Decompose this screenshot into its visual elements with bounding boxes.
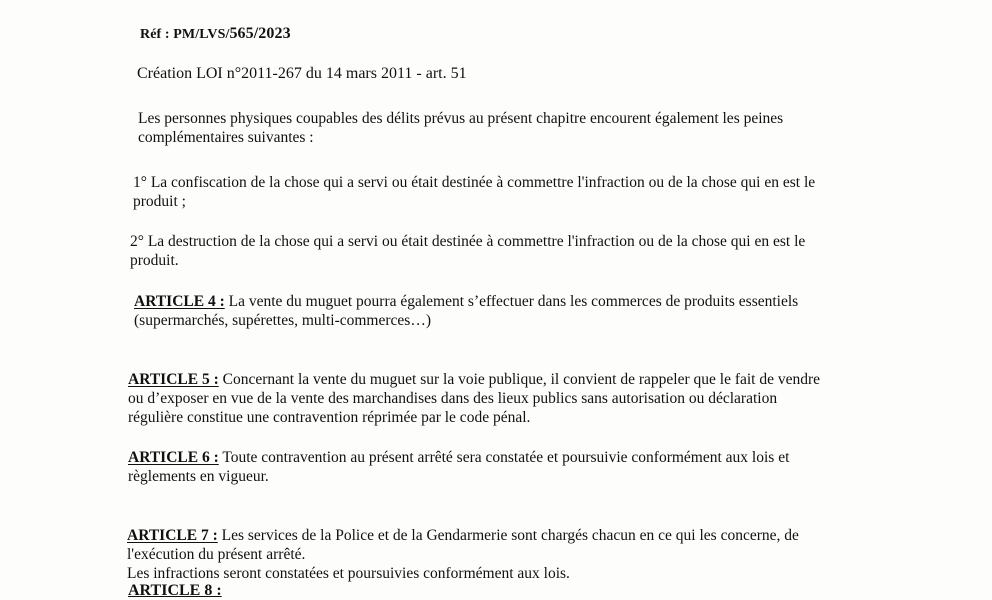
item-1-paragraph — [133, 173, 815, 211]
article-8-heading-cut — [128, 582, 248, 600]
article-5-paragraph — [128, 370, 820, 427]
article-5-heading: ARTICLE 5 : — [128, 371, 219, 388]
reference-label: Réf : PM/LVS/ — [140, 27, 230, 42]
item-1-line-1: 1° La confiscation de la chose qui a servi ou était destinée à commettre l'infraction ou de la chose qui en est le — [133, 174, 816, 191]
article-8-heading: ARTICLE 8 : — [128, 582, 222, 599]
reference-line — [140, 25, 291, 43]
article-4-line-2: (supermarchés, supérettes, multi-commerces…) — [134, 312, 431, 329]
item-1-line-2: produit ; — [133, 193, 186, 210]
article-4-line-1: La vente du muguet pourra également s’effectuer dans les commerces de produits essentiels — [224, 293, 799, 310]
article-4-heading: ARTICLE 4 : — [134, 293, 225, 310]
article-6-line-1: Toute contravention au présent arrêté sera constatée et poursuivie conformément aux lois et — [218, 449, 790, 466]
reference-number: 565/2023 — [229, 25, 291, 42]
article-7-heading: ARTICLE 7 : — [127, 527, 218, 544]
article-6-paragraph — [128, 448, 789, 486]
item-2-paragraph — [130, 232, 805, 270]
article-7-line-1: Les services de la Police et de la Gendarmerie sont chargés chacun en ce qui les concerne, de — [217, 527, 799, 544]
item-2-line-1: 2° La destruction de la chose qui a servi ou était destinée à commettre l'infraction ou de la chose qui en est le — [130, 233, 806, 250]
article-5-line-3: régulière constitue une contravention réprimée par le code pénal. — [128, 409, 531, 426]
article-7-line-3: Les infractions seront constatées et poursuivies conformément aux lois. — [127, 565, 570, 582]
article-5-line-1: Concernant la vente du muguet sur la voie publique, il convient de rappeler que le fait de vendre — [218, 371, 821, 388]
article-6-line-2: règlements en vigueur. — [128, 468, 269, 485]
intro-line-2: complémentaires suivantes : — [138, 129, 314, 146]
article-7-line-2: l'exécution du présent arrêté. — [127, 546, 306, 563]
intro-line-1: Les personnes physiques coupables des délits prévus au présent chapitre encourent également les peines — [138, 110, 784, 127]
article-4-paragraph — [134, 292, 798, 330]
article-7-paragraph — [127, 526, 799, 583]
article-5-line-2: ou d’exposer en vue de la vente des marchandises dans des lieux publics sans autorisation ou déclaration — [128, 390, 778, 407]
creation-line: Création LOI n°2011-267 du 14 mars 2011 - art. 51 — [137, 65, 467, 82]
intro-paragraph — [138, 109, 783, 147]
item-2-line-2: produit. — [130, 252, 179, 269]
article-6-heading: ARTICLE 6 : — [128, 449, 219, 466]
